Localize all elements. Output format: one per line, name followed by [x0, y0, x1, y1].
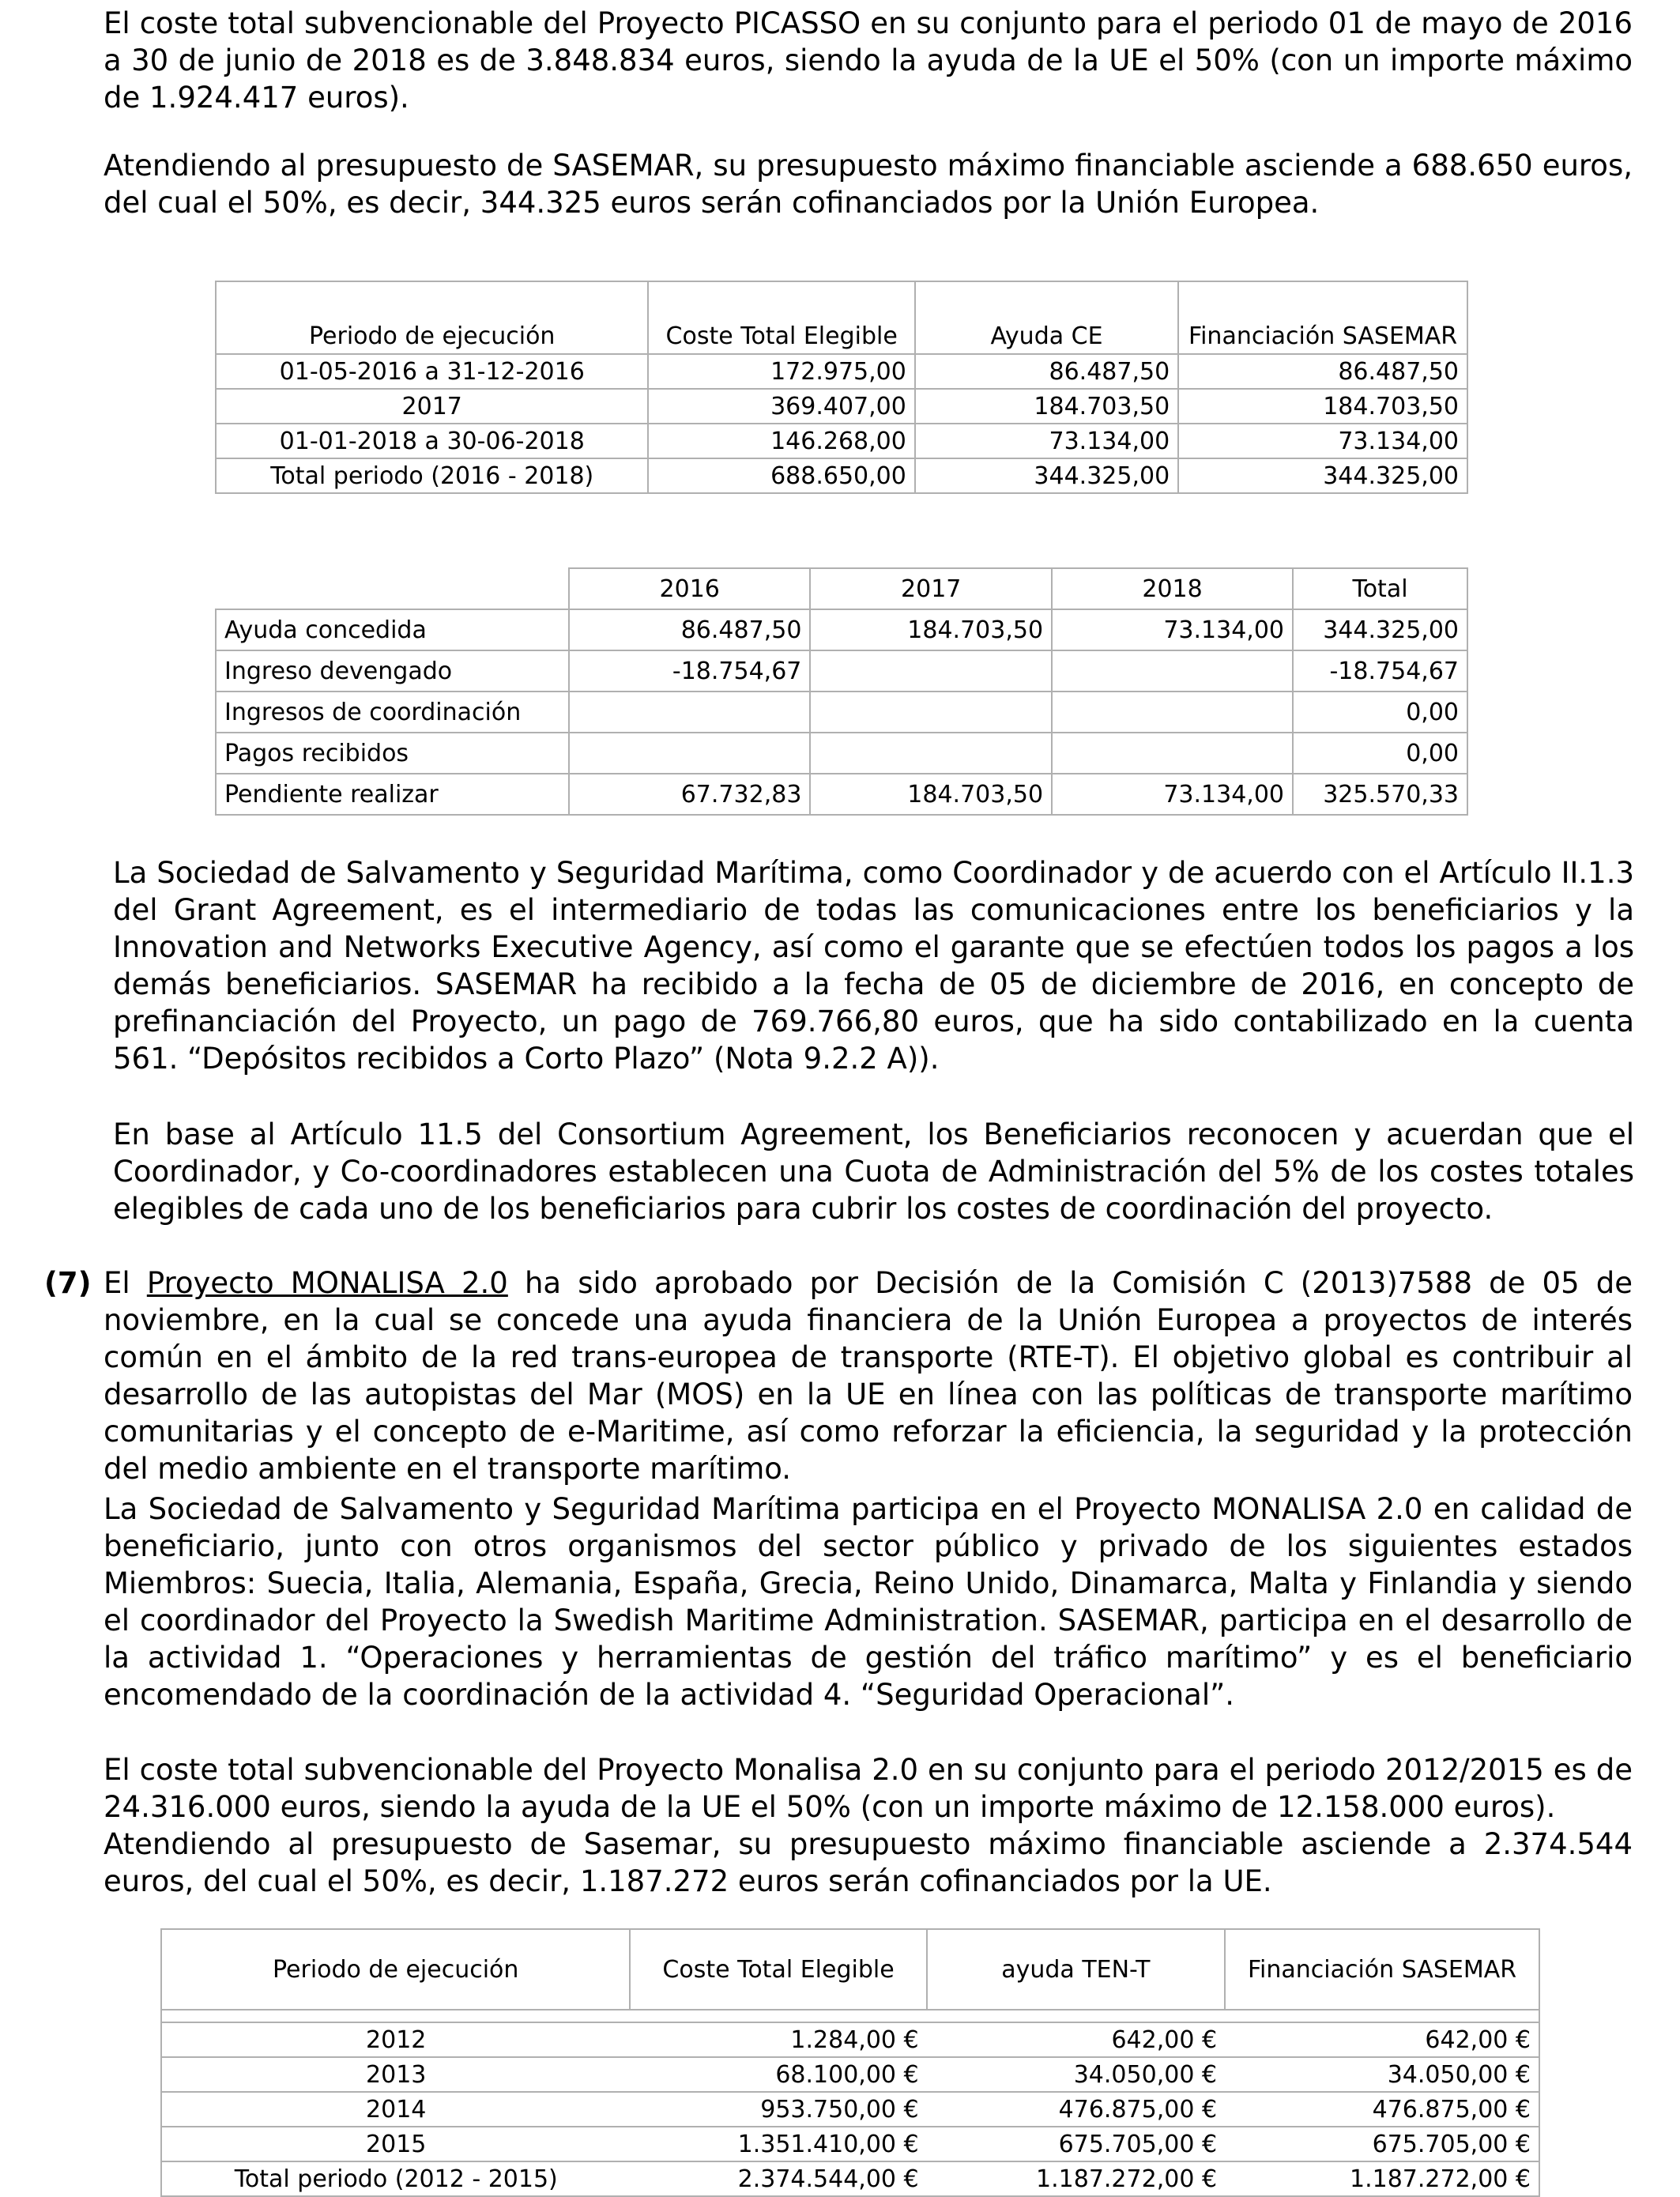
table-header-row [161, 1929, 1539, 2010]
table-cell: 0,00 [1293, 733, 1467, 774]
table-cell: 369.407,00 [648, 389, 914, 424]
table-cell: 73.134,00 [1052, 774, 1293, 815]
table-header-cell: Ayuda CE [915, 281, 1178, 354]
table-cell: 344.325,00 [1178, 458, 1467, 493]
table-row [216, 733, 1467, 774]
table-header-cell: 2016 [569, 568, 810, 609]
table-cell: 344.325,00 [915, 458, 1178, 493]
table-cell: 184.703,50 [810, 774, 1052, 815]
table-header-cell: ayuda TEN-T [927, 1929, 1225, 2010]
table-header-row [216, 281, 1467, 354]
table-cell: 675.705,00 € [1225, 2127, 1539, 2161]
table-cell [1052, 733, 1293, 774]
table-cell: 1.284,00 € [630, 2022, 926, 2057]
table-cell [1052, 692, 1293, 733]
table-cell: Ayuda concedida [216, 609, 569, 650]
monalisa-project-link[interactable]: Proyecto MONALISA 2.0 [146, 1266, 508, 1300]
note-number: (7) [44, 1266, 92, 1300]
table-cell: 1.351.410,00 € [630, 2127, 926, 2161]
table-cell: 2014 [161, 2092, 630, 2127]
table-header-cell: 2018 [1052, 568, 1293, 609]
table-header-cell: Total [1293, 568, 1467, 609]
table-row [216, 354, 1467, 389]
table-cell: 73.134,00 [1052, 609, 1293, 650]
table-cell: 184.703,50 [1178, 389, 1467, 424]
table-header-cell: Periodo de ejecución [161, 1929, 630, 2010]
table-cell [1225, 2010, 1539, 2022]
paragraph-monalisa-approval [104, 1264, 1633, 1487]
paragraph-monalisa-participation: La Sociedad de Salvamento y Seguridad Marítima participa en el Proyecto MONALISA 2.0 en calidad de beneficiario, junto con otros organismos del sector público y privado de los siguientes estados Miembros: Suecia, Italia, Alemania, España, Grecia, Reino Unido, Dinamarca, Malta y Finlandia y siendo el coordinador del Proyecto la Swedish Maritime Administration. SASEMAR, participa en el desarrollo de la actividad 1. “Operaciones y herramientas de gestión del tráfico marítimo” y es el beneficiario encomendado de la coordinación de la actividad 4. “Seguridad Operacional”. [104, 1492, 1633, 1712]
table-cell: 688.650,00 [648, 458, 914, 493]
picasso-budget-table [215, 281, 1468, 494]
table-cell: 34.050,00 € [927, 2057, 1225, 2092]
table-row [216, 774, 1467, 815]
table-cell [630, 2010, 926, 2022]
table-header-cell: Periodo de ejecución [216, 281, 648, 354]
table-cell: 86.487,50 [915, 354, 1178, 389]
paragraph-consortium: En base al Artículo 11.5 del Consortium Agreement, los Beneficiarios reconocen y acuerdan que el Coordinador, y Co-coordinadores establecen una Cuota de Administración del 5% de los costes totales elegibles de cada uno de los beneficiarios para cubrir los costes de coordinación del proyecto. [113, 1117, 1634, 1226]
table-cell [810, 733, 1052, 774]
table-cell: 2012 [161, 2022, 630, 2057]
table-cell: 86.487,50 [1178, 354, 1467, 389]
table-row [216, 424, 1467, 458]
table-header-cell: Coste Total Elegible [648, 281, 914, 354]
table-cell: 344.325,00 [1293, 609, 1467, 650]
table-cell: 34.050,00 € [1225, 2057, 1539, 2092]
table-spacer-row [161, 2010, 1539, 2022]
table-cell: Total periodo (2016 - 2018) [216, 458, 648, 493]
table-header-cell: Financiación SASEMAR [1178, 281, 1467, 354]
table-row [161, 2092, 1539, 2127]
table-cell: 476.875,00 € [1225, 2092, 1539, 2127]
table-row [216, 650, 1467, 692]
table-row [216, 692, 1467, 733]
table-row [161, 2127, 1539, 2161]
table-cell: Total periodo (2012 - 2015) [161, 2161, 630, 2196]
table-cell: 86.487,50 [569, 609, 810, 650]
table-cell [569, 733, 810, 774]
table-cell: 642,00 € [927, 2022, 1225, 2057]
paragraph-coordinator: La Sociedad de Salvamento y Seguridad Marítima, como Coordinador y de acuerdo con el Artículo II.1.3 del Grant Agreement, es el intermediario de todas las comunicaciones entre los beneficiarios y la Innovation and Networks Executive Agency, así como el garante que se efectúen todos los pagos a los demás beneficiarios. SASEMAR ha recibido a la fecha de 05 de diciembre de 2016, en concepto de prefinanciación del Proyecto, un pago de 769.766,80 euros, que ha sido contabilizado en la cuenta 561. “Depósitos recibidos a Corto Plazo” (Nota 9.2.2 A)). [113, 856, 1634, 1076]
table-cell: 325.570,33 [1293, 774, 1467, 815]
table-cell: Ingresos de coordinación [216, 692, 569, 733]
table-cell: 1.187.272,00 € [1225, 2161, 1539, 2196]
table-row-total [216, 458, 1467, 493]
picasso-income-table [215, 567, 1468, 816]
table-cell: 146.268,00 [648, 424, 914, 458]
table-cell: Pagos recibidos [216, 733, 569, 774]
monalisa-budget-table [160, 1928, 1540, 2197]
table-cell: 2013 [161, 2057, 630, 2092]
table-cell: 68.100,00 € [630, 2057, 926, 2092]
table-cell: 01-05-2016 a 31-12-2016 [216, 354, 648, 389]
table-cell: 2.374.544,00 € [630, 2161, 926, 2196]
table-header-cell: Coste Total Elegible [630, 1929, 926, 2010]
table-cell [569, 692, 810, 733]
table-cell: 476.875,00 € [927, 2092, 1225, 2127]
table-header-cell: Financiación SASEMAR [1225, 1929, 1539, 2010]
table-cell: 2017 [216, 389, 648, 424]
table-cell: 73.134,00 [1178, 424, 1467, 458]
table-cell: 2015 [161, 2127, 630, 2161]
table-cell: 184.703,50 [915, 389, 1178, 424]
table-row [216, 609, 1467, 650]
paragraph-sasemar-budget: Atendiendo al presupuesto de SASEMAR, su presupuesto máximo financiable asciende a 688.650 euros, del cual el 50%, es decir, 344.325 euros serán cofinanciados por la Unión Europea. [104, 149, 1633, 220]
table-row-total [161, 2161, 1539, 2196]
table-cell: 67.732,83 [569, 774, 810, 815]
paragraph-monalisa-budget: Atendiendo al presupuesto de Sasemar, su presupuesto máximo financiable asciende a 2.374.544 euros, del cual el 50%, es decir, 1.187.272 euros serán cofinanciados por la UE. [104, 1827, 1633, 1898]
table-header-cell: 2017 [810, 568, 1052, 609]
table-cell [1052, 650, 1293, 692]
table-cell: 642,00 € [1225, 2022, 1539, 2057]
table-cell: 184.703,50 [810, 609, 1052, 650]
table-cell [810, 692, 1052, 733]
table-header-row [216, 568, 1467, 609]
table-row [161, 2022, 1539, 2057]
table-cell [810, 650, 1052, 692]
paragraph-monalisa-cost: El coste total subvencionable del Proyecto Monalisa 2.0 en su conjunto para el periodo 2012/2015 es de 24.316.000 euros, siendo la ayuda de la UE el 50% (con un importe máximo de 12.158.000 euros). [104, 1753, 1633, 1824]
table-cell: 01-01-2018 a 30-06-2018 [216, 424, 648, 458]
table-row [216, 389, 1467, 424]
table-cell: 1.187.272,00 € [927, 2161, 1225, 2196]
paragraph-picasso-cost: El coste total subvencionable del Proyecto PICASSO en su conjunto para el periodo 01 de mayo de 2016 a 30 de junio de 2018 es de 3.848.834 euros, siendo la ayuda de la UE el 50% (con un importe máximo de 1.924.417 euros). [104, 6, 1633, 115]
table-cell [161, 2010, 630, 2022]
note-body: ha sido aprobado por Decisión de la Comisión C (2013)7588 de 05 de noviembre, en la cual se concede una ayuda financiera de la Unión Europea a proyectos de interés común en el ámbito de la red trans-europea de transporte (RTE-T). El objetivo global es contribuir al desarrollo de las autopistas del Mar (MOS) en la UE en línea con las políticas de transporte marítimo comunitarias y el concepto de e-Maritime, así como reforzar la eficiencia, la seguridad y la protección del medio ambiente en el transporte marítimo. [104, 1266, 1633, 1486]
table-cell: Ingreso devengado [216, 650, 569, 692]
table-cell: -18.754,67 [569, 650, 810, 692]
table-header-empty [216, 568, 569, 609]
table-cell: Pendiente realizar [216, 774, 569, 815]
table-row [161, 2057, 1539, 2092]
table-cell: 953.750,00 € [630, 2092, 926, 2127]
table-cell [927, 2010, 1225, 2022]
table-cell: 73.134,00 [915, 424, 1178, 458]
note-intro: El [104, 1266, 130, 1300]
table-cell: -18.754,67 [1293, 650, 1467, 692]
table-cell: 172.975,00 [648, 354, 914, 389]
table-cell: 0,00 [1293, 692, 1467, 733]
table-cell: 675.705,00 € [927, 2127, 1225, 2161]
